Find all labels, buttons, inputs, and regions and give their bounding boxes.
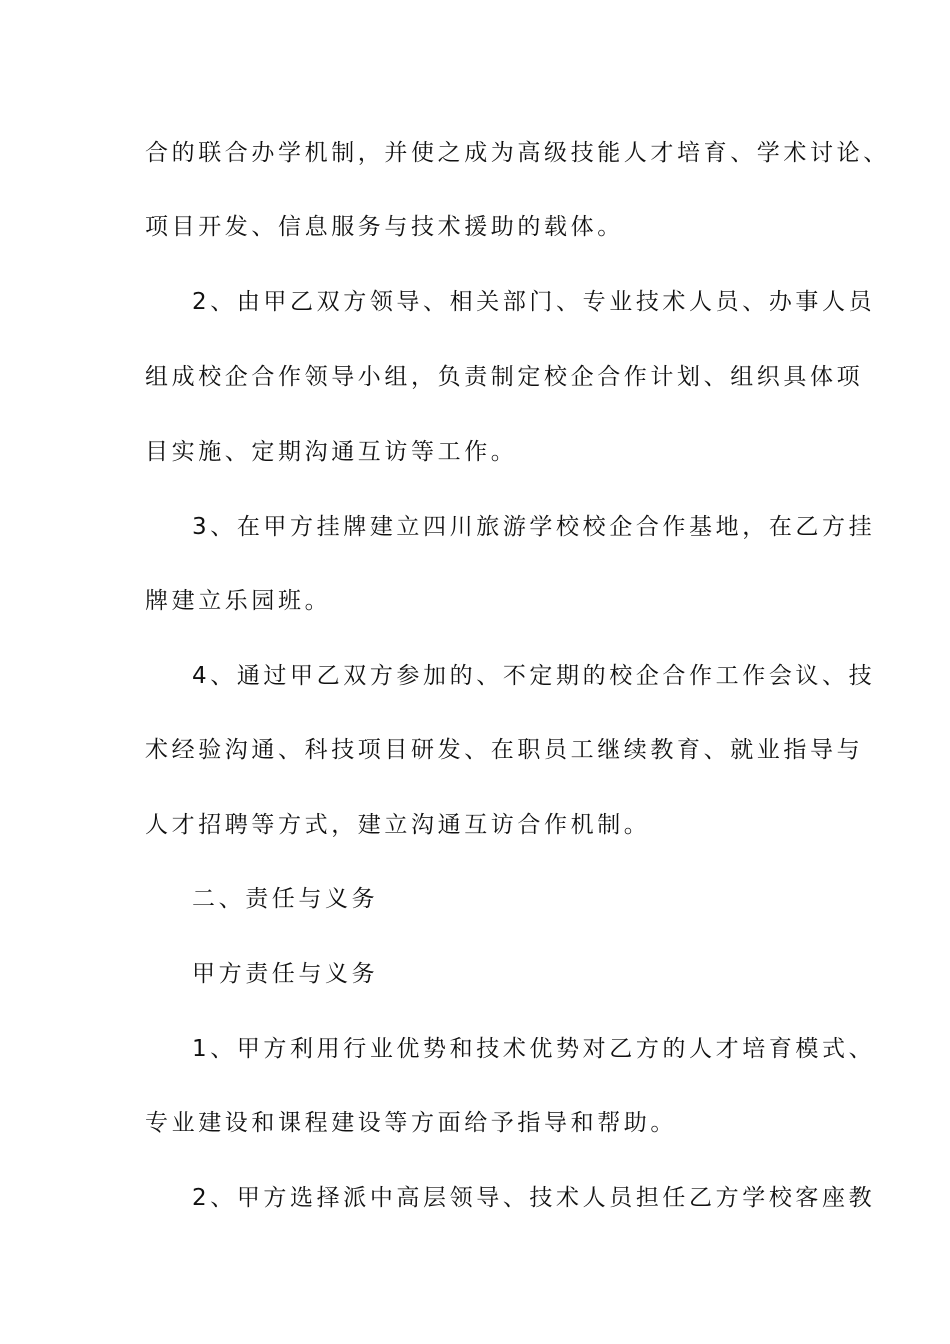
paragraph-line: 牌建立乐园班。 — [145, 588, 332, 614]
paragraph-line: 4、通过甲乙双方参加的、不定期的校企合作工作会议、技 — [192, 663, 876, 689]
paragraph-line: 术经验沟通、科技项目研发、在职员工继续教育、就业指导与 — [145, 737, 864, 763]
paragraph-line: 2、由甲乙双方领导、相关部门、专业技术人员、办事人员 — [192, 289, 876, 315]
paragraph-line: 2、甲方选择派中高层领导、技术人员担任乙方学校客座教 — [192, 1185, 876, 1211]
subsection-heading: 甲方责任与义务 — [192, 961, 379, 987]
paragraph-line: 人才招聘等方式，建立沟通互访合作机制。 — [145, 812, 651, 838]
paragraph-line: 1、甲方利用行业优势和技术优势对乙方的人才培育模式、 — [192, 1036, 876, 1062]
paragraph-line: 项目开发、信息服务与技术援助的载体。 — [145, 214, 624, 240]
paragraph-line: 3、在甲方挂牌建立四川旅游学校校企合作基地，在乙方挂 — [192, 514, 876, 540]
paragraph-line: 专业建设和课程建设等方面给予指导和帮助。 — [145, 1110, 677, 1136]
section-heading: 二、责任与义务 — [192, 886, 379, 912]
paragraph-line: 组成校企合作领导小组，负责制定校企合作计划、组织具体项 — [145, 364, 864, 390]
paragraph-line: 目实施、定期沟通互访等工作。 — [145, 439, 518, 465]
paragraph-line: 合的联合办学机制，并使之成为高级技能人才培育、学术讨论、 — [145, 140, 890, 166]
